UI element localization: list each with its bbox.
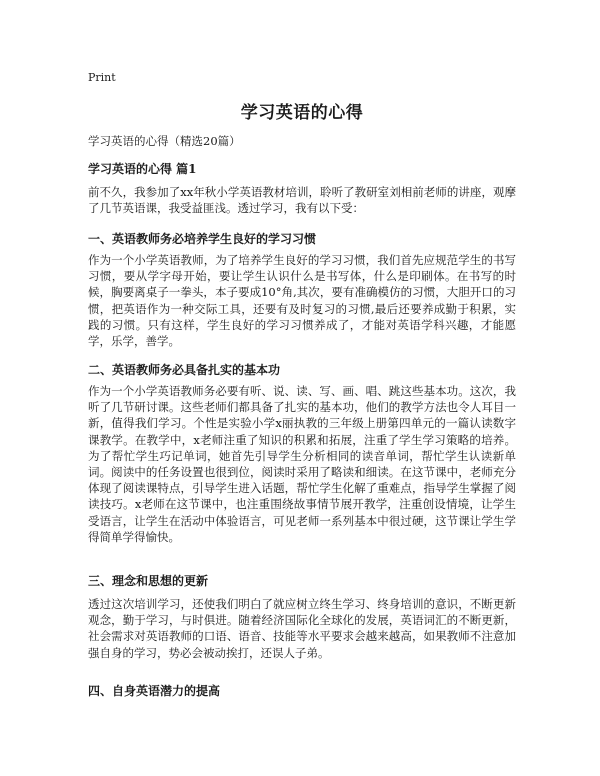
document-title: 学习英语的心得 bbox=[240, 103, 364, 123]
section-3-body: 透过这次培训学习，还使我们明白了就应树立终生学习、终身培训的意识，不断更新观念，勤于学习，与时俱进。随着经济国际化全球化的发展，英语词汇的不断更新，社会需求对英语教师的口语、语音、技能等水平要求会越来越高，如果教师不注意加强自身的学习，势必会被动挨打，还误人子弟。 bbox=[88, 597, 516, 660]
section-4-heading: 四、自身英语潜力的提高 bbox=[88, 684, 221, 698]
document-subtitle: 学习英语的心得（精选20篇） bbox=[88, 134, 241, 148]
intro-paragraph: 前不久，我参加了xx年秋小学英语教材培训，聆听了教研室刘相前老师的讲座，观摩了几节英语课，我受益匪浅。透过学习，我有以下受： bbox=[88, 185, 516, 216]
section-3-heading: 三、理念和思想的更新 bbox=[88, 574, 209, 588]
section-heading: 学习英语的心得 篇1 bbox=[88, 162, 197, 176]
print-label: Print bbox=[88, 71, 116, 84]
section-1-heading: 一、英语教师务必培养学生良好的学习习惯 bbox=[88, 232, 317, 246]
section-2-heading: 二、英语教师务必具备扎实的基本功 bbox=[88, 363, 281, 377]
section-1-body: 作为一个小学英语教师，为了培养学生良好的学习习惯，我们首先应规范学生的书写习惯，要从学字母开始，要让学生认识什么是书写体，什么是印刷体。在书写的时候，胸要离桌子一拳头，本子要成10°角,其次，要有准确模仿的习惯，大胆开口的习惯，把英语作为一种交际工具，还要有及时复习的习惯,最后还要养成勤于积累，实践的习惯。只有这样，学生良好的学习习惯养成了，才能对英语学科兴趣，才能愿学，乐学，善学。 bbox=[88, 253, 516, 349]
section-2-body: 作为一个小学英语教师务必要有听、说、读、写、画、唱、跳这些基本功。这次，我听了几节研讨课。这些老师们都具备了扎实的基本功，他们的教学方法也令人耳目一新，值得我们学习。个性是实验小学x丽执教的三年级上册第四单元的一篇认读数字课教学。在教学中，x老师注重了知识的积累和拓展，注重了学生学习策略的培养。为了帮忙学生巧记单词，她首先引导学生分析相同的读音单词，帮忙学生认读新单词。阅读中的任务设置也很到位，阅读时采用了略读和细读。在这节课中，老师充分体现了阅读课特点，引导学生进入话题，帮忙学生化解了重难点，指导学生掌握了阅读技巧。x老师在这节课中，也注重围绕故事情节展开教学，注重创设情境，让学生受语言，让学生在活动中体验语言，可见老师一系列基本中很过硬，这节课让学生学得简单学得愉快。 bbox=[88, 384, 516, 544]
